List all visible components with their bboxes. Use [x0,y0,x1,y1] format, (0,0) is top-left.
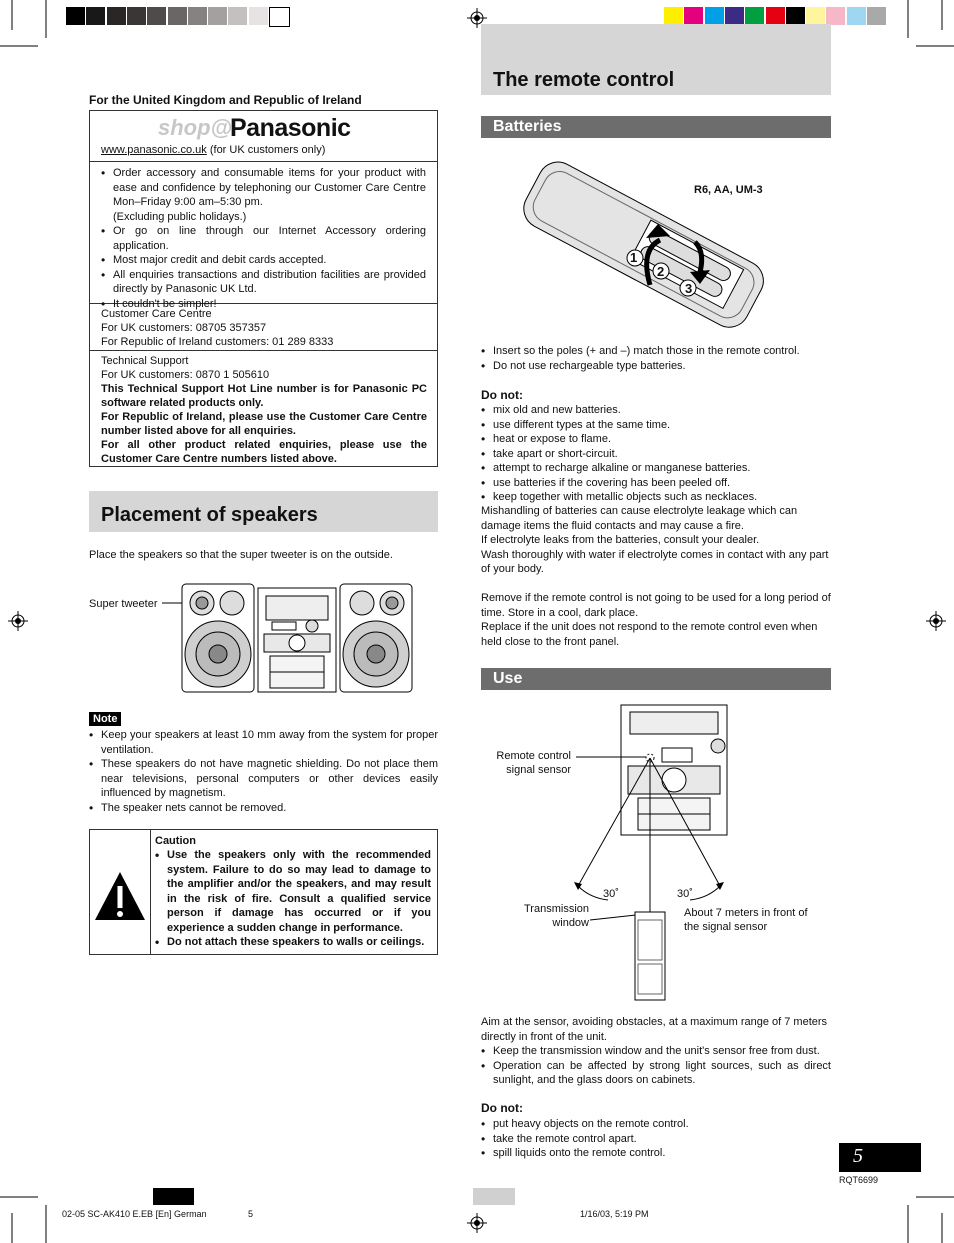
shop-at-logo: shop@ [158,115,233,140]
list-item: • attempt to recharge alkaline or manganese batteries. [481,461,831,476]
note-label: Note [89,712,121,726]
tech-support-uk: For UK customers: 0870 1 505610 [101,369,270,381]
placement-intro: Place the speakers so that the super tweeter is on the outside. [89,549,393,561]
footer-file: 02-05 SC-AK410 E.EB [En] German [62,1209,207,1219]
color-swatch [127,7,146,25]
use-list [481,1044,831,1088]
list-item: • Keep your speakers at least 10 mm away from the system for proper ventilation. [89,728,438,757]
use-heading-bar [481,668,831,690]
warning-icon-cell [90,830,151,954]
tech-support-line3: For all other product related enquiries, please use the Customer Care Centre numbers listed above. [101,439,427,465]
sensor-label: Remote control signal sensor [496,750,571,776]
list-item: • mix old and new batteries. [481,403,831,418]
page-number: 5 [853,1145,863,1167]
batteries-heading-bar [481,116,831,138]
remote-title: The remote control [493,69,675,91]
list-item: • use different types at the same time. [481,418,831,433]
color-swatch [188,7,207,25]
caution-box [89,829,438,955]
battery-para-5: Replace if the unit does not respond to the remote control even when held close to the front panel. [481,621,818,648]
tech-support-line1: This Technical Support Hot Line number is for Panasonic PC software related products only. [101,383,427,409]
color-swatch [705,7,724,25]
color-swatch [249,7,268,25]
brand-row [90,111,437,161]
list-item: • put heavy objects on the remote control. [481,1117,831,1132]
ordering-bullets [101,166,426,311]
list-item: • take the remote control apart. [481,1132,831,1147]
batteries-heading: Batteries [493,118,562,135]
color-swatch [664,7,683,25]
footer-file-page: 5 [248,1209,254,1219]
color-swatch [684,7,703,25]
care-centre-roi: For Republic of Ireland customers: 01 289 8333 [101,336,334,348]
list-item: • spill liquids onto the remote control. [481,1146,831,1161]
color-swatch [107,7,126,25]
speakers-illustration [160,582,415,694]
battery-para-2: If electrolyte leaks from the batteries, consult your dealer. [481,534,760,546]
use-do-not-list [481,1117,831,1161]
footer-black-marker [153,1188,194,1205]
caution-list [155,848,431,950]
use-do-not-heading: Do not: [481,1101,523,1115]
battery-insert-list [481,344,831,373]
caution-title: Caution [155,835,196,847]
battery-para-1: Mishandling of batteries can cause electrolyte leakage which can damage items the fluid contacts and may cause a fire. [481,505,798,532]
holidays-note: (Excluding public holidays.) [113,210,247,223]
list-item: • All enquiries transactions and distribution facilities are provided directly by Panasonic UK Ltd. [101,268,426,297]
list-item: • Do not use rechargeable type batteries. [481,359,831,374]
angle-left-label: 30˚ [603,888,619,900]
battery-warnings [481,504,831,649]
list-item: • Operation can be affected by strong light sources, such as direct sunlight, and the glass doors on cabinets. [481,1059,831,1088]
panasonic-logo: Panasonic [230,114,351,142]
list-item: • Keep the transmission window and the unit's sensor free from dust. [481,1044,831,1059]
website-link[interactable]: www.panasonic.co.uk [101,144,207,156]
transmission-window-label: Transmission window [524,903,589,929]
list-item: • use batteries if the covering has been peeled off. [481,476,831,491]
color-swatch [66,7,85,25]
color-swatch [806,7,825,25]
list-item: • Use the speakers only with the recommended system. Failure to do so may lead to damage to the amplifier and/or the speakers, and may result in the risk of fire. Consult a qualified service person if damage has occurred or if you experience a sudden change in performance. [155,848,431,935]
step-1-label: 1 [630,250,638,265]
color-swatch [867,7,886,25]
color-swatch [208,7,227,25]
color-swatch [86,7,105,25]
ordering-info [90,161,437,310]
list-item: • Do not attach these speakers to walls or ceilings. [155,935,431,950]
placement-title-band [89,491,438,532]
use-heading: Use [493,670,523,687]
placement-title: Placement of speakers [101,504,318,526]
caution-content [155,834,431,950]
website-suffix: (for UK customers only) [209,144,326,156]
uk-contact-box [89,110,438,467]
step-3-label: 3 [685,281,693,296]
list-item: • Order accessory and consumable items for your product with ease and confidence by telephoning our Customer Care Centre Mon–Friday 9:00 am–5:30 pm. (Excluding public holidays.) [101,166,426,224]
grayscale-color-bar [66,0,296,30]
remote-title-band [481,24,831,95]
registration-mark-right [926,611,946,631]
footer-timestamp: 1/16/03, 5:19 PM [580,1209,649,1219]
uk-heading: For the United Kingdom and Republic of Ireland [89,93,362,107]
list-item: • The speaker nets cannot be removed. [89,801,438,816]
tech-support-line2: For Republic of Ireland, please use the Customer Care Centre number listed above for all enquiries. [101,411,427,437]
color-swatch [147,7,166,25]
color-swatch [745,7,764,25]
list-item: • heat or expose to flame. [481,432,831,447]
use-paragraph: Aim at the sensor, avoiding obstacles, at a maximum range of 7 meters directly in front of the unit. [481,1016,828,1043]
color-swatch [725,7,744,25]
color-swatch [786,7,805,25]
note-list [89,728,438,815]
color-swatch [766,7,785,25]
color-swatch [228,7,247,25]
list-item: • Or go on line through our Internet Accessory ordering application. [101,224,426,253]
color-swatch [269,7,290,27]
batteries-do-not-list [481,403,831,505]
battery-para-3: Wash thoroughly with water if electrolyte comes in contact with any part of your body. [481,548,829,575]
list-item: • keep together with metallic objects such as necklaces. [481,490,831,505]
batteries-do-not-heading: Do not: [481,388,523,402]
battery-para-4: Remove if the remote control is not going to be used for a long period of time. Store in a cool, dark place. [481,592,831,619]
list-item: • Most major credit and debit cards accepted. [101,253,426,268]
care-centre-uk: For UK customers: 08705 357357 [101,322,267,334]
document-code: RQT6699 [839,1175,879,1185]
tweeter-label: Super tweeter [89,598,158,610]
list-item: • These speakers do not have magnetic shielding. Do not place them near televisions, personal computers or other devices easily influenced by magnetism. [89,757,438,801]
tech-support-info [90,350,437,470]
list-item: • Insert so the poles (+ and –) match those in the remote control. [481,344,831,359]
color-swatch [168,7,187,25]
list-item: • It couldn't be simpler! [101,297,426,312]
tech-support-title: Technical Support [101,355,189,367]
page-number-tab [839,1143,921,1172]
battery-type-label: R6, AA, UM-3 [694,184,763,196]
registration-mark-bottom [467,1213,487,1233]
footer-gray-marker [473,1188,515,1205]
color-swatch [826,7,845,25]
warning-triangle-icon [93,870,147,922]
battery-insertion-illustration [520,150,770,335]
angle-right-label: 30˚ [677,888,693,900]
color-swatch [847,7,866,25]
list-item: • take apart or short-circuit. [481,447,831,462]
step-2-label: 2 [657,264,665,279]
remote-use-illustration [480,700,830,1005]
distance-label: About 7 meters in front of the signal sensor [684,907,808,933]
registration-mark-left [8,611,28,631]
care-centre-title: Customer Care Centre [101,308,212,320]
